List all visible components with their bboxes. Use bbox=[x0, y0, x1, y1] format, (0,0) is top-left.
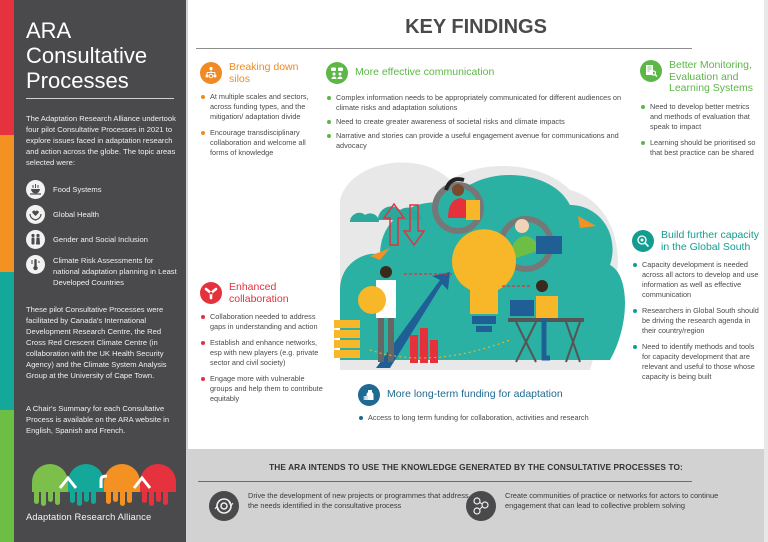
bullet-list bbox=[358, 413, 618, 423]
bullet-item: Narrative and stories can provide a useful engagement avenue for communications and advocacy bbox=[326, 131, 626, 151]
magnifier-target-icon bbox=[632, 230, 654, 252]
section-monitoring-evaluation bbox=[640, 60, 762, 164]
section-title: More effective communication bbox=[355, 66, 495, 79]
color-strip-teal bbox=[0, 272, 14, 410]
sidebar-intro: The Adaptation Research Alliance undertook four pilot Consultative Processes in 2021 to explore issues faced in adaptation research and action across the globe. The topic areas selected were: bbox=[26, 114, 176, 167]
topic-list bbox=[26, 180, 182, 294]
intentions-divider bbox=[198, 481, 692, 482]
action-text: Drive the development of new projects or programmes that address the needs identified in the consultative process bbox=[248, 491, 469, 510]
bullet-item: Access to long term funding for collaboration, activities and research bbox=[358, 413, 618, 423]
bullet-item: Need to identify methods and tools for capacity development that are relevant and useful to those whose capacity is being built bbox=[632, 342, 760, 382]
topic-label: Climate Risk Assessments for national adaptation planning in Least Developed Countries bbox=[53, 256, 177, 287]
bullet-item: Encourage transdisciplinary collaboration and welcome all forms of knowledge bbox=[200, 128, 318, 158]
bullet-item: At multiple scales and sectors, across funding types, and the mitigation/ adaptation divide bbox=[200, 92, 318, 122]
section-enhanced-collaboration bbox=[200, 282, 325, 410]
collaboration-icon bbox=[200, 282, 222, 304]
bullet-item: Complex information needs to be appropriately communicated for different audiences on climate risks and adaptation solutions bbox=[326, 93, 626, 113]
topic-label: Gender and Social Inclusion bbox=[53, 235, 148, 244]
topic-label: Food Systems bbox=[53, 185, 102, 194]
bullet-item: Need to develop better metrics and methods of evaluation that speak to impact bbox=[640, 102, 762, 132]
ara-logo-icon bbox=[30, 458, 180, 508]
page-edge bbox=[764, 0, 768, 542]
topic-label: Global Health bbox=[53, 210, 100, 219]
sidebar bbox=[0, 0, 186, 542]
title-divider bbox=[196, 48, 692, 49]
section-title: Enhanced collaboration bbox=[229, 281, 289, 305]
sidebar-divider bbox=[26, 98, 174, 99]
network-icon bbox=[466, 491, 496, 521]
bullet-item: Need to create greater awareness of societal risks and climate impacts bbox=[326, 117, 626, 127]
topic-item bbox=[26, 180, 182, 199]
bullet-list bbox=[640, 102, 762, 158]
document-search-icon bbox=[640, 60, 662, 82]
intentions-heading: THE ARA INTENDS TO USE THE KNOWLEDGE GENERATED BY THE CONSULTATIVE PROCESSES TO: bbox=[269, 462, 683, 472]
coins-jar-icon bbox=[358, 384, 380, 406]
section-breaking-down-silos bbox=[200, 62, 318, 164]
bullet-item: Learning should be prioritised so that best practice can be shared bbox=[640, 138, 762, 158]
action-item-new-projects bbox=[209, 491, 469, 521]
bullet-item: Researchers in Global South should be driving the research agenda in their country/region bbox=[632, 306, 760, 336]
speech-bubbles-icon bbox=[326, 62, 348, 84]
bullet-item: Establish and enhance networks, esp with new players (e.g. private sector and civil society) bbox=[200, 338, 325, 368]
action-text: Create communities of practice or networks for actors to continue engagement that can lead to collective problem solving bbox=[505, 491, 719, 510]
color-strip-red bbox=[0, 0, 14, 135]
topic-item bbox=[26, 205, 182, 224]
color-strip-green bbox=[0, 410, 14, 542]
section-title: More long-term funding for adaptation bbox=[387, 388, 563, 401]
thermometer-icon bbox=[26, 255, 45, 274]
topic-item bbox=[26, 230, 182, 249]
section-title: Build further capacity in the Global South bbox=[661, 229, 760, 253]
food-bowl-icon bbox=[26, 180, 45, 199]
bullet-item: Engage more with vulnerable groups and help them to contribute equitably bbox=[200, 374, 325, 404]
cycle-gear-icon bbox=[209, 491, 239, 521]
section-effective-communication bbox=[326, 62, 626, 157]
people-icon bbox=[26, 230, 45, 249]
key-findings-card bbox=[188, 0, 764, 449]
sidebar-title: ARA Consultative Processes bbox=[26, 18, 148, 93]
section-title: Better Monitoring, Evaluation and Learning Systems bbox=[669, 59, 754, 94]
health-hands-icon bbox=[26, 205, 45, 224]
action-item-communities bbox=[466, 491, 746, 521]
bullet-list bbox=[200, 92, 318, 158]
color-strip-orange bbox=[0, 135, 14, 272]
bullet-item: Capacity development is needed across all actors to develop and use information as well as effective communication bbox=[632, 260, 760, 300]
ara-logo-text: Adaptation Research Alliance bbox=[26, 511, 152, 522]
topic-item bbox=[26, 255, 182, 288]
sidebar-summary: A Chair's Summary for each Consultative Process is available on the ARA website in English, Spanish and French. bbox=[26, 404, 170, 435]
hierarchy-icon bbox=[200, 62, 222, 84]
sidebar-facilitation: These pilot Consultative Processes were facilitated by Canada's International Development Research Centre, the Red Cross Red Crescent Climate Centre (in collaboration with the UK Health Security Agency) and the Climate System Analysis Group at the University of Cape Town. bbox=[26, 305, 167, 380]
section-build-capacity bbox=[632, 230, 760, 388]
collaboration-illustration bbox=[330, 160, 630, 380]
section-long-term-funding bbox=[358, 384, 618, 429]
bullet-list bbox=[632, 260, 760, 382]
bullet-list bbox=[200, 312, 325, 404]
section-title: Breaking down silos bbox=[229, 61, 299, 85]
page-title: KEY FINDINGS bbox=[405, 16, 547, 38]
bullet-list bbox=[326, 93, 626, 151]
bullet-item: Collaboration needed to address gaps in understanding and action bbox=[200, 312, 325, 332]
